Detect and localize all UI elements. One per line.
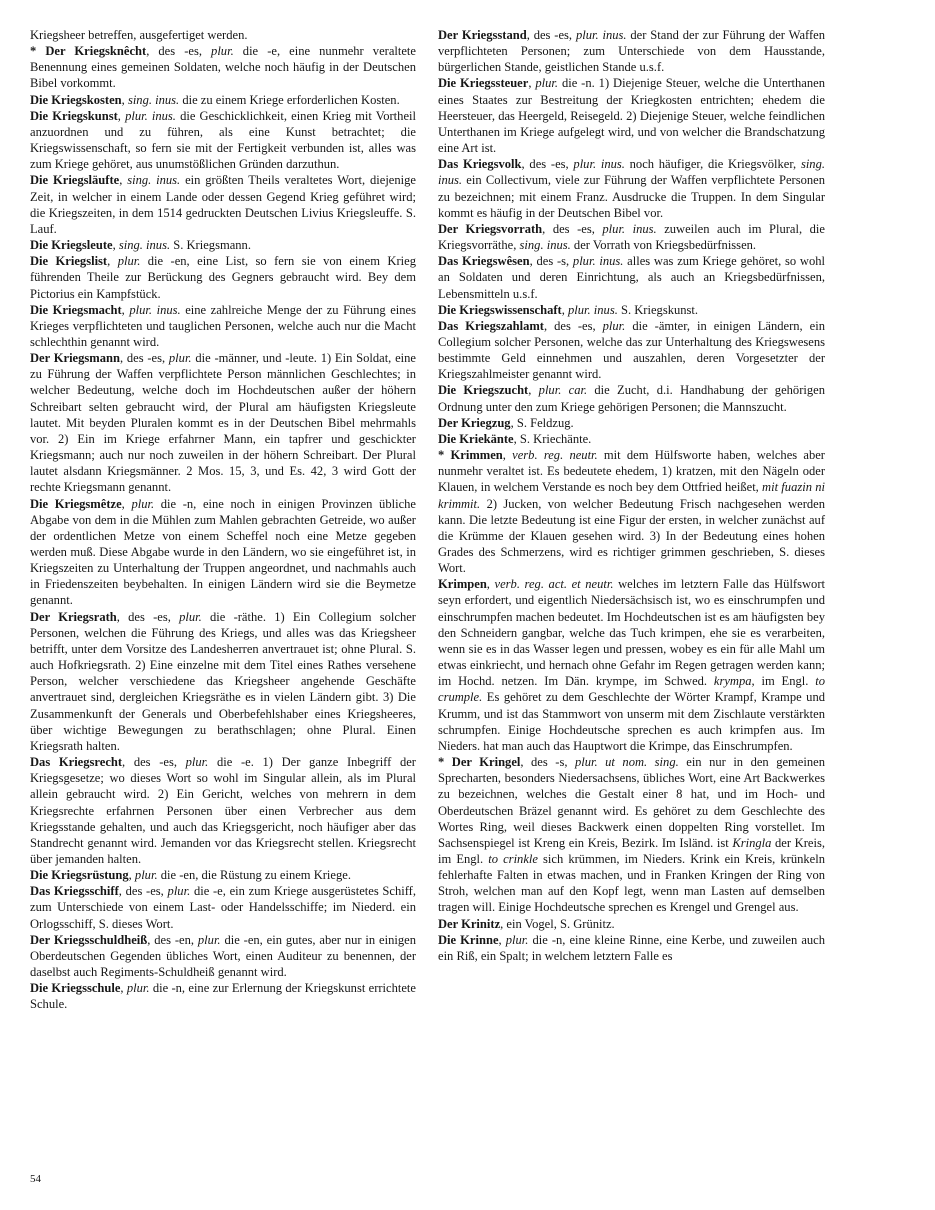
entry-grammar-note: plur. [179, 609, 202, 624]
entry-text: die Zucht, d.i. Handhabung der gehörigen Ordnung unter den zum Kriege gehörigen Personen; die Mannszucht. [438, 383, 825, 414]
entry-headword: * Der Kringel [438, 755, 521, 770]
entry-headword: Die Kriegsmêtze [30, 496, 122, 511]
entry-headword: Das Kriegszahlamt [438, 318, 544, 333]
entry-text: die -en, die Rüstung zu einem Kriege. [157, 868, 351, 883]
entry-text: , des -es, [119, 351, 169, 366]
entry-text: die zu einem Kriege erforderlichen Kosten. [179, 92, 400, 107]
entry-text: , [561, 302, 568, 317]
entry-text: die -e, ein zum Kriege ausgerüstetes Schiff, zum Unterschiede von einem Last- oder Handelsschiffe; im Niederd. ein Orlogsschiff, S. dieses Wort. [30, 884, 416, 931]
entry-text: , [486, 577, 495, 592]
entry-text: 2) Jucken, von welcher Bedeutung Frisch nachgesehen werden kann. Die letzte Bedeutung ist eine Figur der ersten, in welcher zunächst auf die Krümme der Klauen gesehen wird. 3) In der Bedeutung eines hohen Grades des Schmerzens, wird es richtiger grimmen geschrieben, S. dieses Wort. [438, 496, 825, 576]
entry-headword: Der Kriegsstand [438, 28, 527, 42]
entry-text: , [121, 496, 132, 511]
entry-text: , des -s, [529, 254, 573, 269]
dictionary-entry [438, 932, 825, 964]
entry-grammar-note: plur. inus. [572, 254, 624, 269]
entry-text: die -n, eine kleine Rinne, eine Kerbe, und zuweilen auch ein Riß, ein Spalt; in welchem letztern Falle es [438, 932, 826, 963]
entry-text: Kriegsheer betreffen, ausgefertiget werden. [30, 28, 248, 42]
entry-headword: Die Kriegskunst [30, 108, 118, 123]
entry-headword: Das Kriegswêsen [438, 254, 530, 269]
entry-text: , des -es, [122, 755, 186, 770]
entry-grammar-note: krympa, [713, 674, 755, 689]
entry-text: der Stand der zur Führung der Waffen verpflichteten Personen; zum Unterschiede von dem Hausstande, bürgerlichen Stande, geistlichen Stande u.s.f. [438, 28, 825, 75]
dictionary-entry [438, 318, 825, 383]
entry-grammar-note: plur. [134, 868, 158, 883]
entry-text: die -räthe. 1) Ein Collegium solcher Personen, welchen die Führung des Kriegs, und alles was das Kriegsheer betrifft, unter dem Vorsitze des Landesherren anvertrauet ist; ohne Plural. S. auch Hofkriegsrath. 2) Eine einzelne mit dem Titel eines Rathes versehene Person, welcher verschiedene das Kriegsheer angehende Geschäfte anvertrauet sind, dergleichen Kriegsräthe es in vielen Ländern gibt. 3) Die Zusammenkunft der Generals und Oberbefehlshaber eines Kriegsheeres, über wichtige Bewegungen zu berathschlagen; ohne Plural. Einen Kriegsrath halten. [30, 609, 416, 753]
entry-grammar-note: sing. inus. [118, 238, 171, 253]
entry-text: S. Kriegskunst. [617, 302, 699, 317]
dictionary-entry [30, 302, 416, 350]
entry-grammar-note: plur. [131, 496, 155, 511]
entry-text: die -en, ein gutes, aber nur in einigen Oberdeutschen Gegenden übliches Wort, einen Auditeur zu benennen, der daselbst auch Regiments-Schuldheiß genannt wird. [30, 932, 416, 980]
left-column [30, 27, 416, 1013]
entry-headword: Die Kriegsmacht [30, 302, 122, 317]
entry-text: , des -es, [521, 157, 574, 172]
dictionary-entry [438, 221, 825, 253]
dictionary-entry [30, 609, 416, 754]
entry-headword: Die Kriegssteuer [438, 76, 529, 91]
entry-text: , [528, 76, 536, 91]
dictionary-entry [30, 108, 416, 173]
dictionary-entry [30, 253, 416, 301]
entry-text: die -e, eine nunmehr veraltete Benennung eines gemeinen Soldaten, welche noch häufig in der Deutschen Bibel vorkommt. [30, 44, 416, 91]
entry-grammar-note: sing. inus. [127, 173, 181, 188]
entry-grammar-note: plur. [168, 351, 192, 366]
dictionary-entry [438, 576, 825, 754]
dictionary-entry [438, 156, 825, 221]
entry-grammar-note: Kringla [732, 835, 772, 850]
entry-grammar-note: sing. inus. [519, 238, 571, 253]
entry-text: , [112, 238, 119, 253]
dictionary-entry [30, 43, 416, 91]
entry-text: eine zahlreiche Menge der zu Führung eines Krieges verpflichteten und tauglichen Personen, welche auch nur die Macht schlechthin genannt wird. [30, 302, 417, 349]
dictionary-entry [30, 754, 416, 867]
entry-headword: Die Kriegsläufte [30, 173, 120, 188]
dictionary-entry [30, 27, 416, 43]
entry-grammar-note: sing. inus. [438, 157, 825, 188]
page-number: 54 [30, 1173, 41, 1185]
entry-text: der Vorrath von Kriegsbedürfnissen. [570, 238, 757, 253]
entry-text: mit dem Hülfsworte haben, welches aber nunmehr veraltet ist. Es bedeutete ehedem, 1) kratzen, mit den Nägeln oder Klauen, in welchem Verstande es noch bey dem Ottfried heißet, [438, 448, 825, 495]
entry-headword: Die Krinne [438, 932, 499, 947]
entry-text: , des -es, [116, 609, 180, 624]
entry-grammar-note: plur. [602, 318, 626, 333]
entry-text: , des -es, [118, 884, 168, 899]
entry-text: der Kreis, im Engl. [438, 835, 825, 866]
entry-text: , des -es, [526, 28, 576, 42]
entry-grammar-note: plur. inus. [129, 302, 181, 317]
dictionary-entry [438, 916, 825, 932]
dictionary-entry [30, 237, 416, 253]
dictionary-entry [30, 932, 416, 980]
entry-text: , [528, 383, 539, 398]
entry-headword: Die Kriegszucht [438, 383, 529, 398]
dictionary-entry [438, 75, 825, 156]
entry-text: ein Collectivum, viele zur Führung der Waffen verpflichtete Personen zu bezeichnen; mit einem Franz. Ausdrucke die Truppen. In dem Singular kommt es häufig in der Deutschen Bibel vor. [438, 173, 825, 220]
entry-text: , des -es, [146, 44, 212, 59]
entry-text: noch häufiger, die Kriegsvölker, [624, 157, 801, 172]
entry-text: , [128, 868, 135, 883]
entry-grammar-note: mit fuazin ni krimmit. [438, 480, 825, 511]
entry-grammar-note: sing. inus. [127, 92, 180, 107]
dictionary-entry [438, 302, 825, 318]
entry-grammar-note: plur. [126, 981, 150, 996]
entry-text: , [121, 302, 130, 317]
entry-text: die -e. 1) Der ganze Inbegriff der Kriegsgesetze; wo dieses Wort so wohl im Singular allein, als im Plural allein gebraucht wird. 2) Ein Gericht, welches von mehrern in dem Kriegsrechte erfahrnen Personen über einen Verbrecher aus dem Kriegsstande gehalten, und auch das Kriegsgericht, noch häufiger aber das Standrecht genannt wird. Jemanden vor das Kriegsrecht stellen. Kriegsrecht über jemanden halten. [30, 755, 416, 866]
dictionary-entry [30, 172, 416, 237]
entry-headword: Die Kriegsleute [30, 238, 113, 253]
entry-grammar-note: verb. reg. neutr. [512, 448, 598, 463]
entry-headword: Das Kriegsvolk [438, 157, 522, 172]
entry-headword: Der Kriegsmann [30, 351, 120, 366]
entry-text: die -ämter, in einigen Ländern, ein Collegium solcher Personen, welche das zur Unterhaltung des Kriegswesens bestimmte Geld einnehmen und auszahlen, deren Vorgesetzter der Kriegszahlmeister genannt wird. [438, 318, 826, 382]
entry-text: , [107, 254, 118, 269]
entry-headword: * Der Kriegsknêcht [30, 44, 147, 59]
entry-text: ein nur in den gemeinen Sprecharten, besonders Niedersachsens, übliches Wort, eine Art Backwerkes zu bezeichnen, welches die Gestalt einer 8 hat, und im Hoch- und Oberdeutschen Bräzel genannt wird. Es gehöret zu dem Geschlechte des Wortes Ring, weil dieses Backwerk einen doppelten Ring vorstellet. Im Sachsenspiegel ist Kreng ein Kreis, Bezirk. Im Isländ. ist [438, 755, 825, 850]
dictionary-entry [438, 27, 825, 75]
entry-grammar-note: plur. ut nom. sing. [574, 755, 679, 770]
dictionary-entry [438, 253, 825, 301]
entry-grammar-note: to crinkle [488, 851, 538, 866]
dictionary-entry [438, 382, 825, 414]
dictionary-entry [438, 415, 825, 431]
entry-text: , des -es, [543, 318, 603, 333]
entry-headword: Der Kriegsrath [30, 609, 117, 624]
entry-text: , S. Kriechänte. [513, 431, 592, 446]
entry-text: , [119, 173, 128, 188]
dictionary-entry [438, 447, 825, 576]
dictionary-entry [30, 496, 416, 609]
entry-headword: Die Kriegsrüstung [30, 868, 129, 883]
entry-grammar-note: to crumple. [438, 674, 825, 705]
dictionary-entry [438, 754, 825, 916]
entry-grammar-note: plur. inus. [125, 108, 176, 123]
entry-text: , S. Feldzug. [510, 415, 574, 430]
entry-text: , [120, 981, 127, 996]
entry-text: , [502, 448, 513, 463]
entry-text: welches im letztern Falle das Hülfswort seyn erfordert, und eigentlich Niedersächsisch ist, wo es einschrumpfen und einschrumpfen machen bedeutet. Im Hochdeutschen ist es am häufigsten bey den Schneidern gangbar, welche das Tuch krimpen, ehe sie es verarbeiten, wenn sie es in das Wasser legen und pressen, wobey es ein für alle Mahl um etwas einkriecht, und hernach ohne Gefahr im Regen getragen werden kann; im Hochd. netzen. Im Dän. krympe, im Schwed. [438, 577, 825, 689]
entry-text: , [121, 92, 128, 107]
entry-grammar-note: plur. inus. [575, 28, 627, 42]
entry-text: , [498, 932, 506, 947]
entry-headword: Die Kriekänte [438, 431, 514, 446]
entry-grammar-note: plur. [117, 254, 141, 269]
entry-grammar-note: plur. car. [538, 383, 588, 398]
entry-grammar-note: verb. reg. act. et neutr. [494, 577, 614, 592]
entry-text: , des -en, [147, 932, 198, 947]
entry-headword: Das Kriegsrecht [30, 755, 123, 770]
entry-text: alles was zum Kriege gehöret, so wohl an Soldaten und deren Einrichtung, als auch an Kriegsbedürfnissen, Lebensmitteln u.s.f. [438, 254, 825, 301]
entry-text: , [117, 108, 126, 123]
entry-headword: Die Kriegslist [30, 254, 108, 269]
entry-headword: Der Krinitz [438, 916, 501, 931]
entry-grammar-note: plur. [211, 44, 234, 59]
entry-text: sich krümmen, im Nieders. Krink ein Kreis, krünkeln fehlerhafte Falten in etwas machen, und in Franken Kringen der Ring von Stroh, welchen man auf den Kopf legt, wenn man Lasten auf demselben tragen will. Einige Hochdeutsche sprechen es Krengel und Grengel aus. [438, 851, 825, 915]
dictionary-entry [438, 431, 825, 447]
entry-text: die -n. 1) Diejenige Steuer, welche die Unterthanen eines Staates zur Bestreitung der Kriegkosten entrichten; ehedem die Heersteuer, das Heergeld, Reisegeld. 2) Diejenige Steuer, welche feindlichen Unterthanen im Kriege aufgelegt wird, und von welcher die Brandschatzung eine Art ist. [438, 76, 825, 156]
entry-text: die -n, eine noch in einigen Provinzen übliche Abgabe von dem in die Mühlen zum Mahlen gebrachten Getreide, wo außer der ordentlichen Metze von einem Scheffel noch eine Metze gegeben werden muß. Diese Abgabe wurde in den Ländern, wo sie eingeführet ist, in Kriegszeiten zu Unterhaltung der Truppen angeordnet, und nachmahls auch in Friedenszeiten beybehalten. In einigen Ländern wird sie die Beymetze genannt. [30, 496, 416, 608]
entry-headword: Die Kriegswissenschaft [438, 302, 562, 317]
entry-grammar-note: plur. inus. [602, 221, 657, 236]
dictionary-entry [30, 92, 416, 108]
entry-headword: * Krimmen [438, 448, 503, 463]
entry-text: , des -s, [520, 755, 575, 770]
entry-text: zuweilen auch im Plural, die Kriegsvorräthe, [438, 221, 825, 253]
dictionary-entry [30, 867, 416, 883]
entry-text: die -männer, und -leute. 1) Ein Soldat, eine zu Führung der Waffen verpflichtete Person männlichen Geschlechtes; in welcher Bedeutung, welche doch im Hochdeutschen außer der höhern Schreibart selten gebraucht wird, der Plural am häufigsten Kriegsleute lautet. Mit beyden Pluralen kommt es in der Deutschen Bibel mehrmahls vor. 2) Ein im Kriege erfahrner Mann, ein tapfrer und geschickter Kriegsmann; auch nur noch zuweilen in der höhern Schreibart. Der Plural lautet alsdann Kriegsmänner. 2 Mos. 15, 3, und Es. 42, 3 wird Gott der rechte Kriegsmann genannt. [30, 351, 416, 495]
entry-text: , des -es, [542, 221, 603, 236]
entry-grammar-note: plur. [535, 76, 559, 91]
entry-grammar-note: plur. [185, 755, 209, 770]
entry-grammar-note: plur. inus. [568, 302, 618, 317]
entry-text: ein größten Theils veraltetes Wort, diejenige Zeit, in welcher in einem Lande oder dessen Gegend Krieg geführet wird; die Kriegszeiten, in dem 1514 gedruckten Deutschen Livius Kriegsleuffe. S. Lauf. [30, 173, 416, 236]
entry-headword: Das Kriegsschiff [30, 884, 119, 899]
entry-grammar-note: plur. [197, 932, 221, 947]
entry-text: , ein Vogel, S. Grünitz. [500, 916, 615, 931]
entry-headword: Der Kriegsvorrath [438, 221, 543, 236]
entry-headword: Der Kriegsschuldheiß [30, 932, 148, 947]
entry-headword: Die Kriegsschule [30, 981, 121, 996]
entry-text: die -en, eine List, so fern sie von einem Krieg führenden Theile zur Berückung des Gegners gebraucht wird. Bey dem Pictorius ein Kampfstück. [30, 254, 416, 301]
entry-headword: Krimpen [438, 577, 487, 592]
dictionary-entry [30, 980, 416, 1012]
dictionary-entry [30, 350, 416, 495]
entry-headword: Der Kriegzug [438, 415, 511, 430]
right-column [438, 27, 825, 964]
entry-text: S. Kriegsmann. [170, 238, 251, 253]
entry-grammar-note: plur. inus. [573, 157, 625, 172]
entry-text: die Geschicklichkeit, einen Krieg mit Vortheil anzuordnen und zu führen, als eine Kunst betrachtet; die Kriegswissenschaft, so fern sie mit der Fertigkeit verbunden ist, alles was zum Kriege gehöret, aus unumstößlichen Gründen darzuthun. [30, 108, 416, 172]
entry-text: im Engl. [754, 674, 816, 689]
entry-headword: Die Kriegskosten [30, 92, 122, 107]
entry-grammar-note: plur. [167, 884, 191, 899]
dictionary-entry [30, 883, 416, 931]
entry-text: Es gehöret zu dem Geschlechte der Wörter Krampf, Krampe und Krumm, und ist das Stammwort von unserm mit dem Zischlaute verstärkten schrumpfen. Einige Hochdeutsche sprechen es auch krimpfen aus. Im Nieders. hat man auch das Hauptwort die Krimpe, das Einschrumpfen. [438, 690, 825, 753]
entry-text: die -n, eine zur Erlernung der Kriegskunst errichtete Schule. [30, 981, 416, 1012]
entry-grammar-note: plur. [505, 932, 529, 947]
